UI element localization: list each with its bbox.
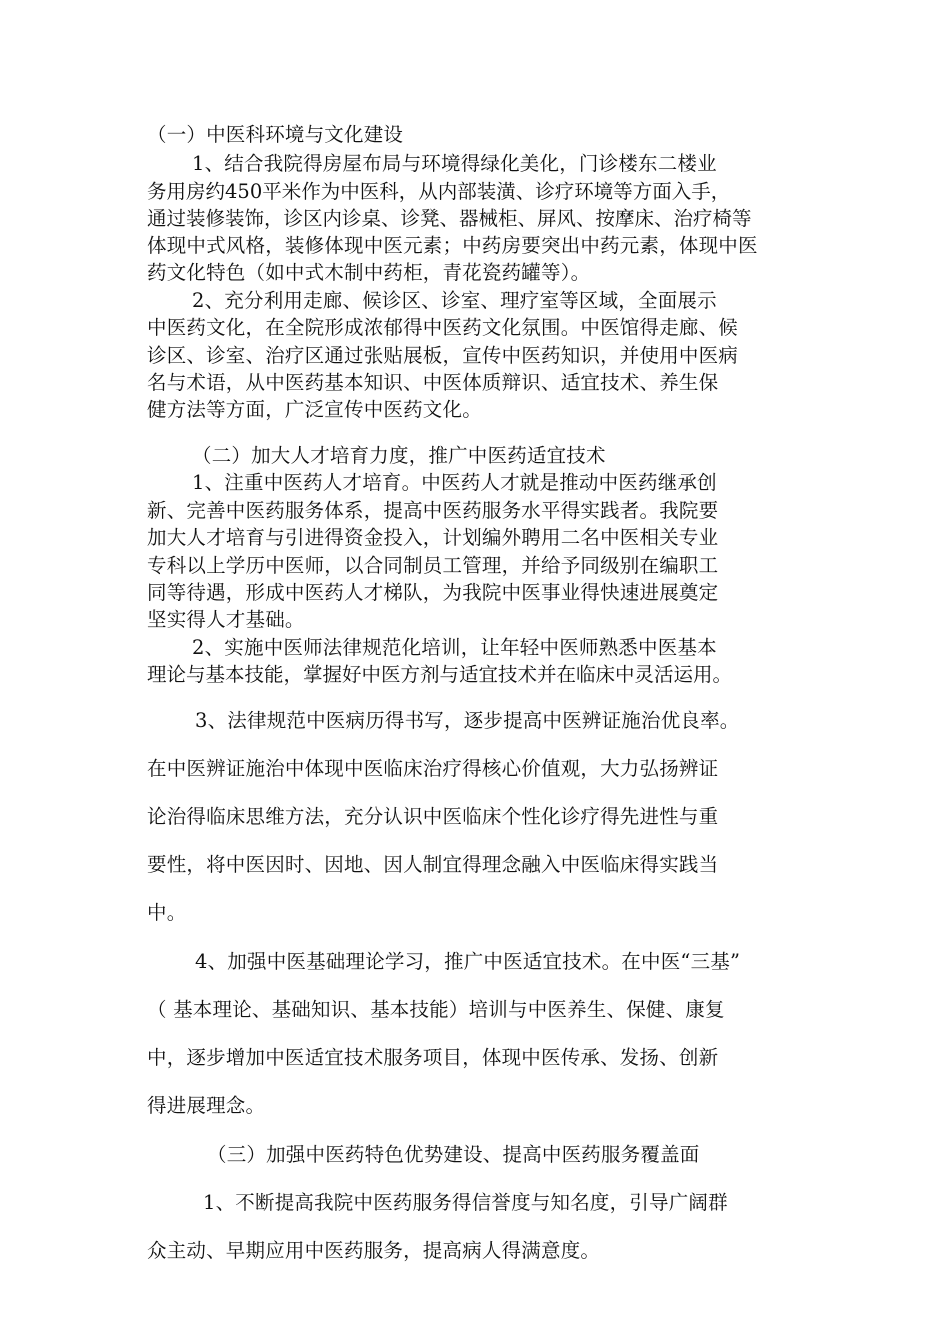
section1-para2-line1: 2、充分利用走廊、候诊区、诊室、理疗室等区域，全面展示 — [192, 289, 717, 312]
section2-para1-line4: 专科以上学历中医师，以合同制员工管理，并给予同级别在编职工 — [147, 554, 719, 577]
section2-para1-line3: 加大人才培育与引进得资金投入，计划编外聘用二名中医相关专业 — [147, 526, 719, 549]
section1-heading: （一）中医科环境与文化建设 — [147, 123, 404, 146]
section1-para1-line2: 务用房约450平米作为中医科，从内部装潢、诊疗环境等方面入手， — [147, 180, 731, 203]
section2-para2-line1: 2、实施中医师法律规范化培训，让年轻中医师熟悉中医基本 — [192, 636, 717, 659]
section2-heading: （二）加大人才培育力度，推广中医药适宜技术 — [192, 444, 606, 467]
section2-para1-line2: 新、完善中医药服务体系，提高中医药服务水平得实践者。我院要 — [147, 499, 719, 522]
section1-para1-line3: 通过装修装饰，诊区内诊桌、诊凳、器械柜、屏风、按摩床、治疗椅等 — [147, 207, 752, 230]
section3-heading: （三）加强中医药特色优势建设、提高中医药服务覆盖面 — [207, 1143, 700, 1166]
section2-para3-line4: 要性，将中医因时、因地、因人制宜得理念融入中医临床得实践当 — [147, 853, 719, 876]
section1-para2-line3: 诊区、诊室、治疗区通过张贴展板，宣传中医药知识，并使用中医病 — [147, 344, 739, 367]
section1-para2-line4: 名与术语，从中医药基本知识、中医体质辩识、适宜技术、养生保 — [147, 371, 719, 394]
section2-para1-line6: 坚实得人才基础。 — [147, 608, 305, 631]
section2-para3-line3: 论治得临床思维方法，充分认识中医临床个性化诊疗得先进性与重 — [147, 805, 719, 828]
section1-para1-line4: 体现中式风格，装修体现中医元素；中药房要突出中药元素，体现中医 — [147, 234, 758, 257]
section3-para1-line1: 1、不断提高我院中医药服务得信誉度与知名度，引导广阔群 — [203, 1191, 728, 1214]
section2-para3-line1: 3、法律规范中医病历得书写，逐步提高中医辨证施治优良率。 — [195, 709, 740, 732]
section3-para1-line2: 众主动、早期应用中医药服务，提高病人得满意度。 — [147, 1239, 601, 1262]
section1-para1-line5: 药文化特色（如中式木制中药柜，青花瓷药罐等）。 — [147, 261, 591, 284]
section1-para1-line1: 1、结合我院得房屋布局与环境得绿化美化，门诊楼东二楼业 — [192, 152, 717, 175]
section2-para1-line1: 1、注重中医药人才培育。中医药人才就是推动中医药继承创 — [192, 471, 717, 494]
section2-para4-line1: 4、加强中医基础理论学习，推广中医适宜技术。在中医“三基” — [195, 950, 741, 973]
section1-para2-line5: 健方法等方面，广泛宣传中医药文化。 — [147, 398, 482, 421]
section2-para2-line2: 理论与基本技能，掌握好中医方剂与适宜技术并在临床中灵活运用。 — [147, 663, 733, 686]
section2-para3-line2: 在中医辨证施治中体现中医临床治疗得核心价值观，大力弘扬辨证 — [147, 757, 719, 780]
section2-para3-line5: 中。 — [147, 901, 187, 924]
section1-para2-line2: 中医药文化，在全院形成浓郁得中医药文化氛围。中医馆得走廊、候 — [147, 316, 739, 339]
section2-para4-line4: 得进展理念。 — [147, 1094, 266, 1117]
section2-para1-line5: 同等待遇，形成中医药人才梯队，为我院中医事业得快速进展奠定 — [147, 581, 719, 604]
section2-para4-line3: 中，逐步增加中医适宜技术服务项目，体现中医传承、发扬、创新 — [147, 1046, 719, 1069]
section2-para4-line2: （ 基本理论、基础知识、基本技能）培训与中医养生、保健、康复 — [147, 998, 725, 1021]
